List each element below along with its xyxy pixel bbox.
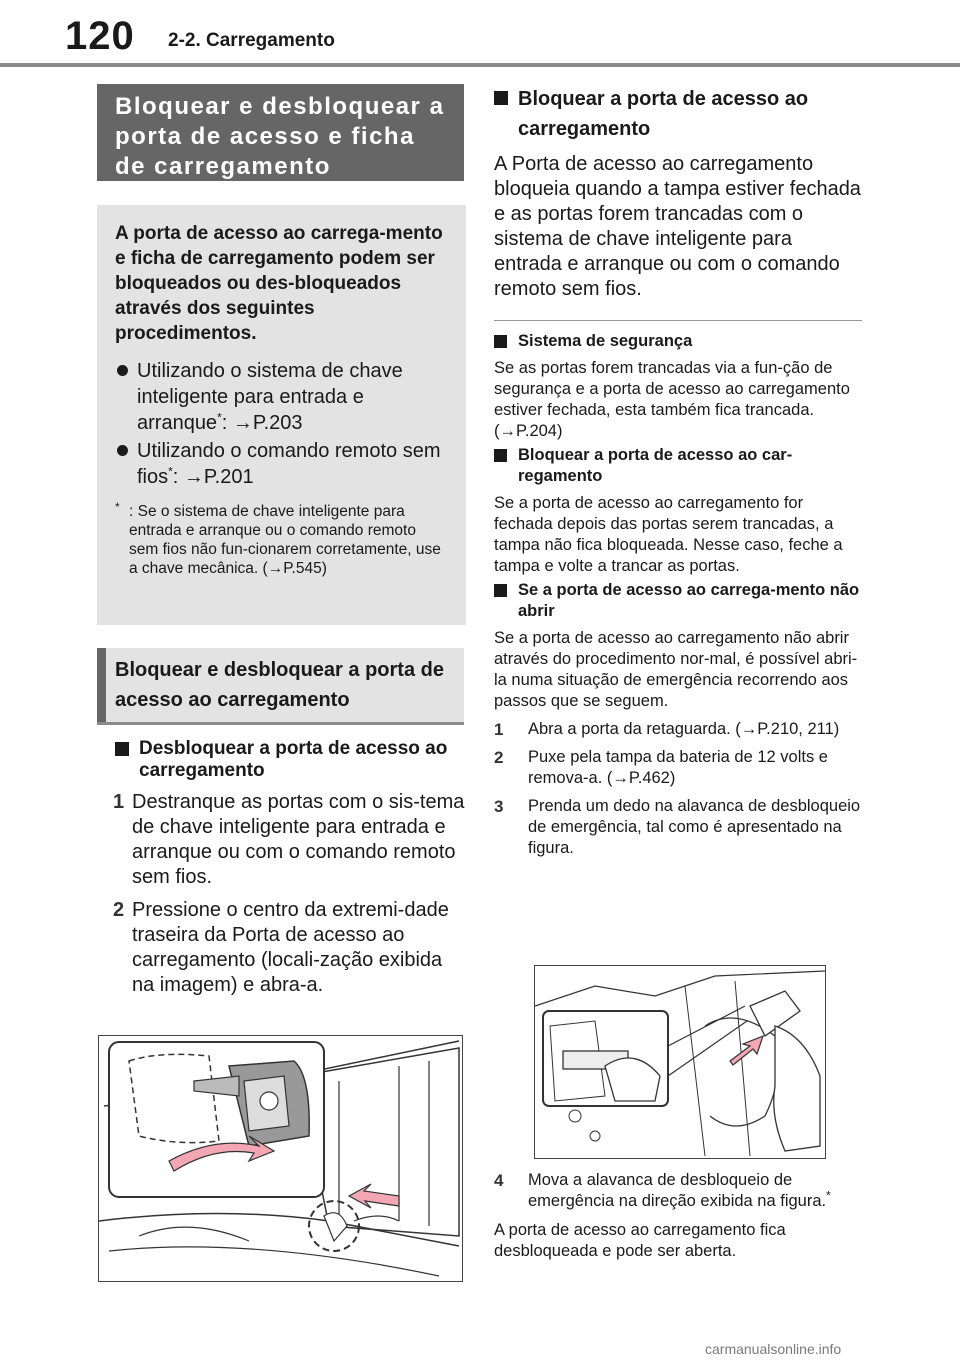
main-title-box (97, 84, 464, 181)
final-note: A porta de acesso ao carregamento fica desbloqueada e pode ser aberta. (494, 1221, 786, 1260)
bullet-dot-icon (117, 445, 128, 456)
subheading: Bloquear e desbloquear a porta de acesso ao carregamento (115, 659, 444, 711)
square-bullet-icon (115, 742, 129, 756)
ref-link[interactable]: : →P.201 (172, 466, 254, 488)
lock-door-heading: Bloquear a porta de acesso ao car-regamento (494, 445, 862, 487)
main-title: Bloquear e desbloquear a porta de acesso e ficha de carregamento (115, 93, 445, 180)
intro-box (97, 205, 466, 625)
lock-door-body: Se a porta de acesso ao carregamento for fechada depois das portas serem trancadas, a tampa não fica bloqueada. Nesse caso, feche a tampa e volte a trancar as portas. (494, 494, 843, 575)
footnote: * : Se o sistema de chave inteligente para entrada e arranque ou o comando remoto sem fios não fun-cionarem corretamente, use a chave mecânica. (→P.545) (115, 500, 441, 577)
lock-body: A Porta de acesso ao carregamento bloqueia quando a tampa estiver fechada e as portas forem trancadas com o sistema de chave inteligente para entrada e arranque ou com o comando remoto sem fios. (494, 153, 861, 300)
emergency-step-4: 4 Mova a alavanca de desbloqueio de emergência na direção exibida na figura.* (494, 1171, 831, 1210)
emergency-step-1: 1 Abra a porta da retaguarda. (→P.210, 211) (494, 720, 840, 739)
emergency-step-3: 3 Prenda um dedo na alavanca de desbloqueio de emergência, tal como é apresentado na figura. (494, 797, 861, 857)
step-2: 2 Pressione o centro da extremi-dade traseira da Porta de acesso ao carregamento (locali-zação exibida na imagem) e abra-a. (113, 899, 449, 996)
left-column (115, 738, 465, 998)
unlock-heading: Desbloquear a porta de acesso ao carregamento (115, 738, 465, 782)
right-column (494, 84, 862, 859)
door-not-open-body: Se a porta de acesso ao carregamento não abrir através do procedimento nor-mal, é possível abri-la numa situação de emergência recorrendo aos passos que se seguem. (494, 629, 858, 710)
section-title: 2-2. Carregamento (168, 30, 335, 51)
subheading-rule (97, 722, 464, 725)
step-1: 1 Destranque as portas com o sis-tema de chave inteligente para entrada e arranque ou com o comando remoto sem fios. (113, 791, 465, 888)
door-not-open-heading: Se a porta de acesso ao carrega-mento não abrir (494, 580, 862, 622)
square-bullet-icon (494, 449, 507, 462)
ref-link[interactable]: : →P.203 (221, 412, 303, 434)
lock-heading: Bloquear a porta de acesso ao carregamento (494, 84, 862, 144)
header-divider (0, 63, 960, 67)
subheading-box (97, 648, 464, 725)
bullet-dot-icon (117, 365, 128, 376)
right-column-bottom (494, 1170, 862, 1265)
security-body: Se as portas forem trancadas via a fun-ção de segurança e a porta de acesso ao carregamento estiver fechada, esta também fica trancada. (→P.204) (494, 359, 850, 440)
intro-text: A porta de acesso ao carrega-mento e ficha de carregamento podem ser bloqueados ou des-bloqueados através dos seguintes procedimentos. (115, 223, 443, 344)
emergency-lever-illustration (534, 965, 826, 1159)
page-number: 120 (65, 14, 135, 58)
square-bullet-icon (494, 335, 507, 348)
square-bullet-icon (494, 584, 507, 597)
bullet-smart-key: Utilizando o sistema de chave inteligente para entrada e arranque*: →P.203 (115, 358, 448, 436)
divider (494, 320, 862, 321)
charging-door-illustration (98, 1035, 463, 1282)
emergency-step-2: 2 Puxe pela tampa da bateria de 12 volts e remova-a. (→P.462) (494, 748, 828, 787)
square-bullet-icon (494, 91, 508, 105)
bullet-remote: Utilizando o comando remoto sem fios*: →P.201 (115, 438, 448, 490)
watermark: carmanualsonline.info (705, 1341, 842, 1357)
security-heading: Sistema de segurança (494, 331, 862, 352)
